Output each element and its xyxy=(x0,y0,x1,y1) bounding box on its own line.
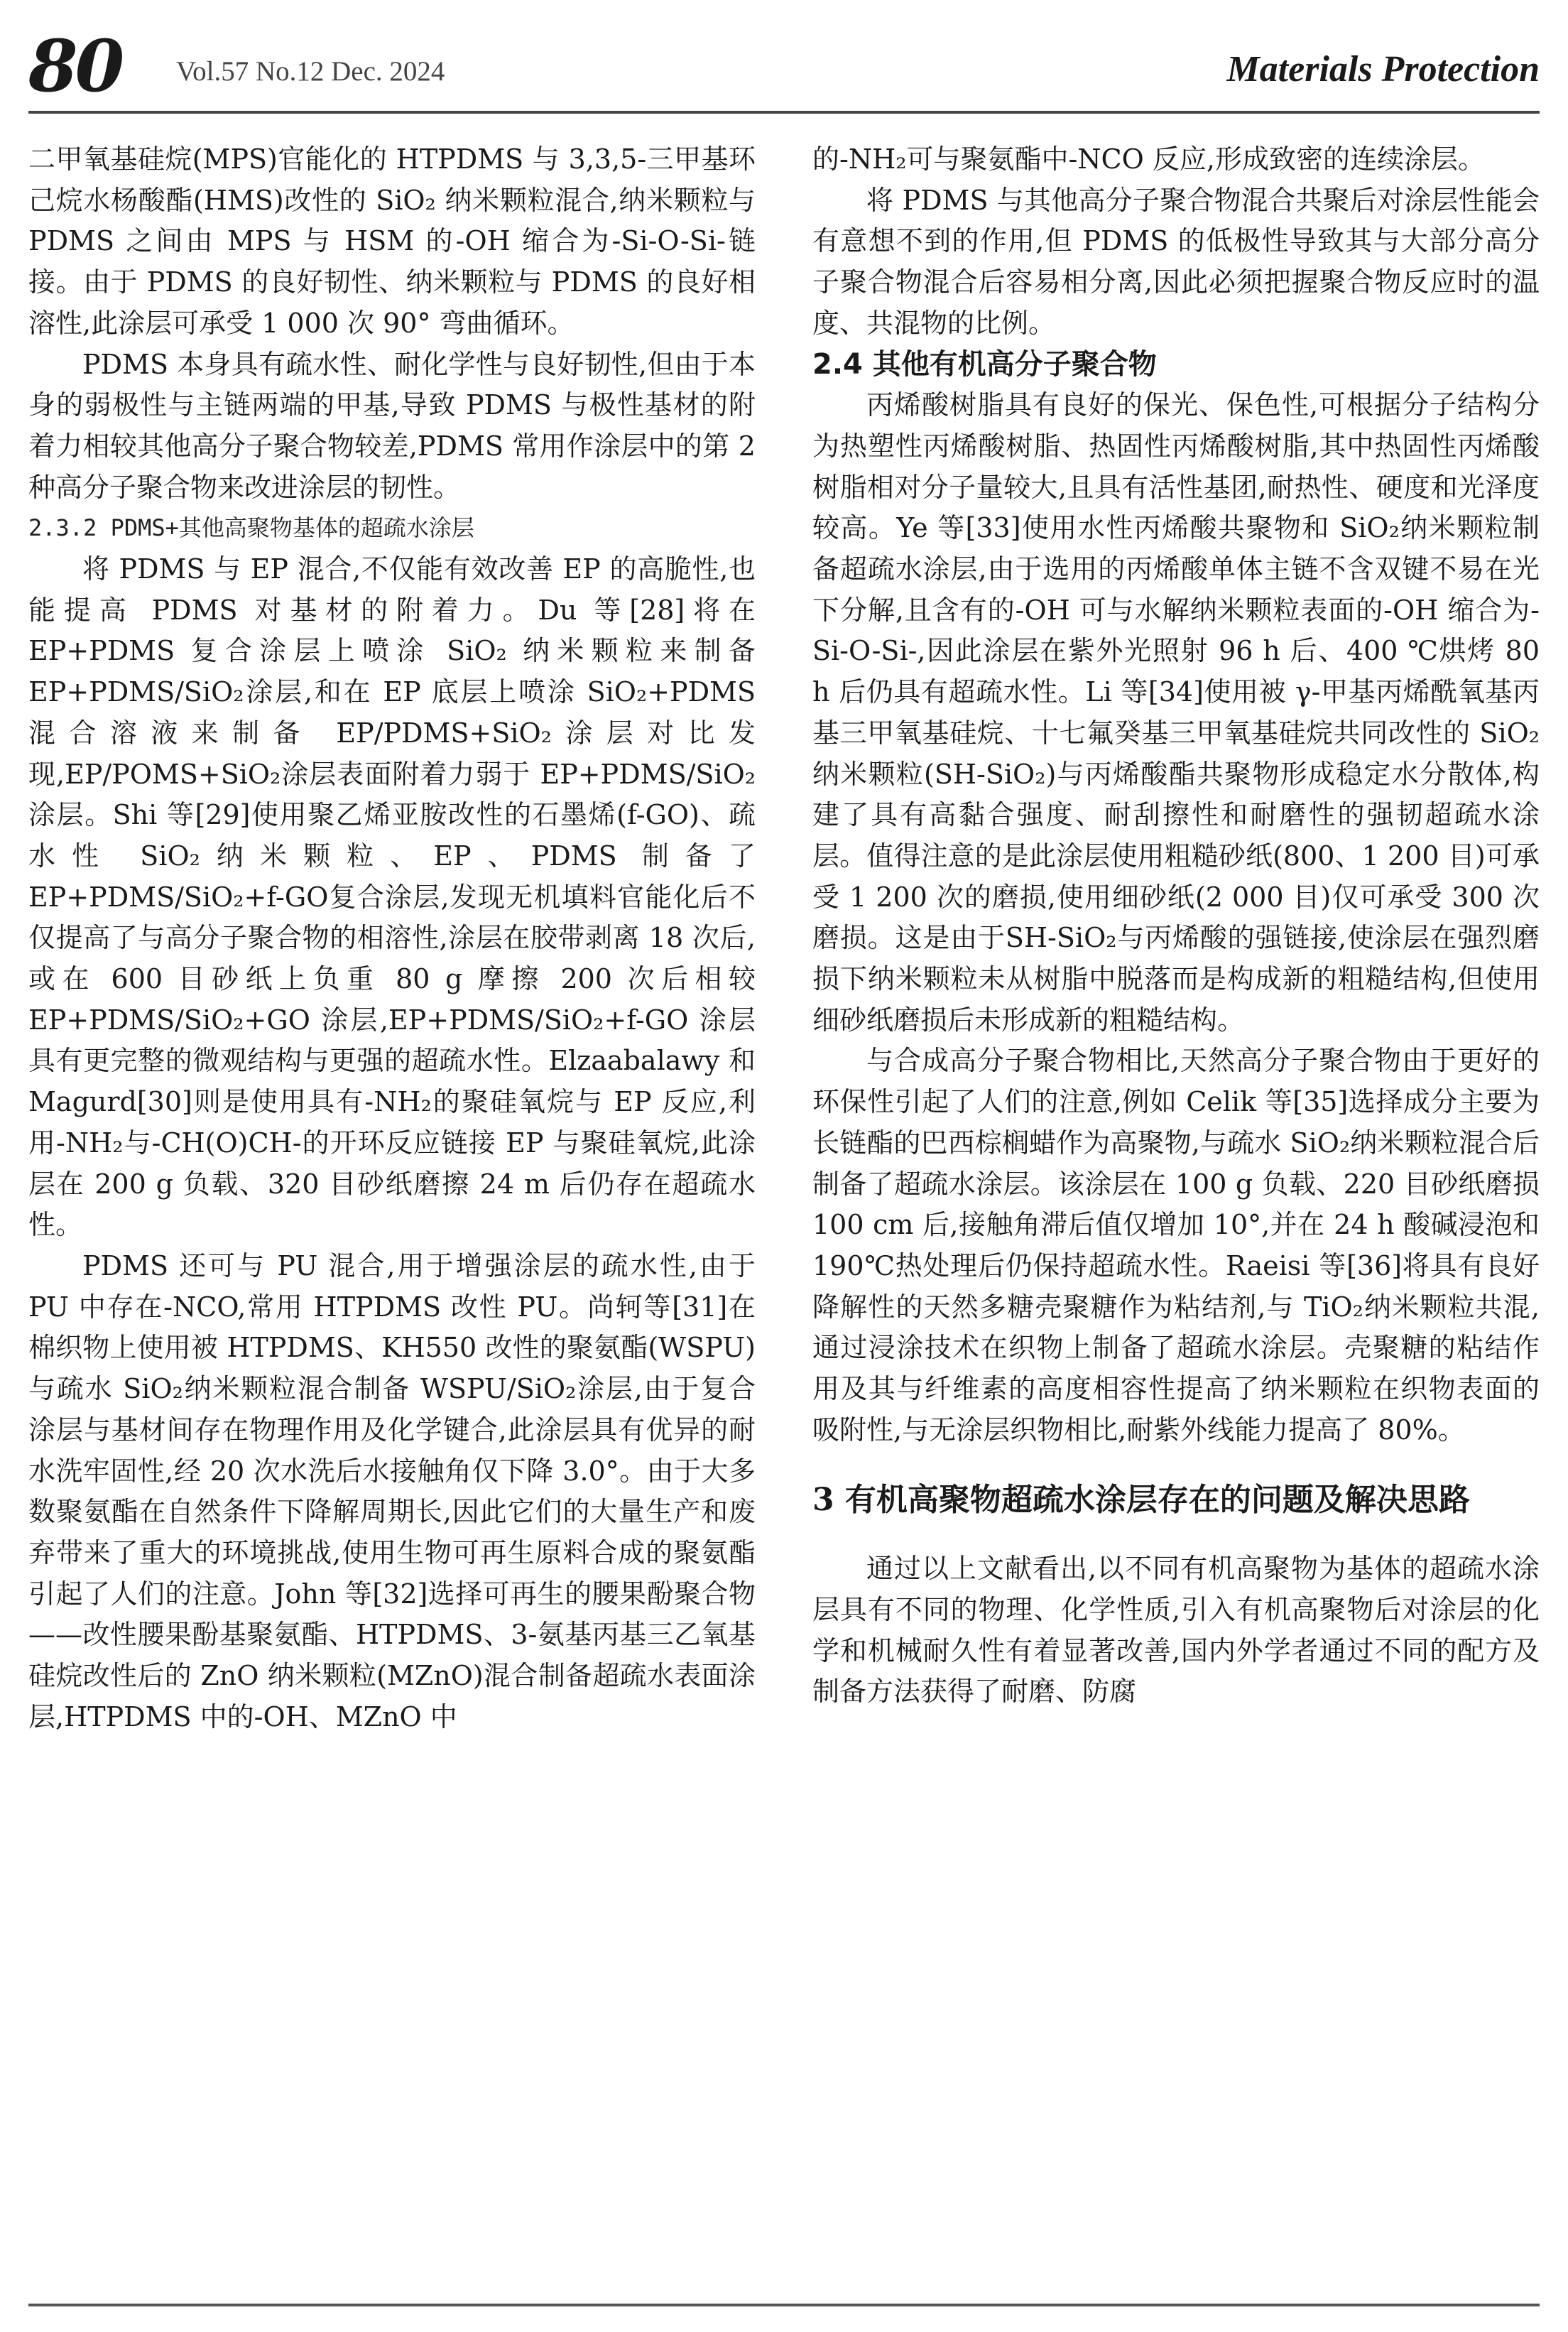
paragraph: 与合成高分子聚合物相比,天然高分子聚合物由于更好的环保性引起了人们的注意,例如 Celik 等[35]选择成分主要为长链酯的巴西棕榈蜡作为高聚物,与疏水 SiO₂纳米颗粒混合后制备了超疏水涂层。该涂层在 100 g 负载、220 目砂纸磨损 100 cm 后,接触角滞后值仅增加 10°,并在 24 h 酸碱浸泡和 190℃热处理后仍保持超疏水性。Raeisi 等[36]将具有良好降解性的天然多糖壳聚糖作为粘结剂,与 TiO₂纳米颗粒共混,通过浸涂技术在织物上制备了超疏水涂层。壳聚糖的粘结作用及其与纤维素的高度相容性提高了纳米颗粒在织物表面的吸附性,与无涂层织物相比,耐紫外线能力提高了 80%。 xyxy=(812,1045,1540,1446)
section-heading: 2.4 其他有机高分子聚合物 xyxy=(812,347,1157,381)
page-number: 80 xyxy=(28,24,122,108)
paragraph: PDMS 本身具有疏水性、耐化学性与良好韧性,但由于本身的弱极性与主链两端的甲基,导致 PDMS 与极性基材的附着力相较其他高分子聚合物较差,PDMS 常用作涂层中的第 2 种高分子聚合物来改进涂层的韧性。 xyxy=(28,348,756,503)
right-column xyxy=(812,139,1540,2292)
section-heading: 3 有机高聚物超疏水涂层存在的问题及解决思路 xyxy=(812,1481,1470,1518)
paragraph: 将 PDMS 与其他高分子聚合物混合共聚后对涂层性能会有意想不到的作用,但 PDMS 的低极性导致其与大部分高分子聚合物混合后容易相分离,因此必须把握聚合物反应时的温度、共混物的比例。 xyxy=(812,184,1540,339)
issue-info: Vol.57 No.12 Dec. 2024 xyxy=(176,56,445,87)
paragraph: 将 PDMS 与 EP 混合,不仅能有效改善 EP 的高脆性,也能提高 PDMS 对基材的附着力。Du 等[28]将在 EP+PDMS 复合涂层上喷涂 SiO₂ 纳米颗粒来制备 EP+PDMS/SiO₂涂层,和在 EP 底层上喷涂 SiO₂+PDMS 混合溶液来制备 EP/PDMS+SiO₂涂层对比发现,EP/POMS+SiO₂涂层表面附着力弱于 EP+PDMS/SiO₂涂层。Shi 等[29]使用聚乙烯亚胺改性的石墨烯(f-GO)、疏水性 SiO₂纳米颗粒、EP、PDMS 制备了 EP+PDMS/SiO₂+f-GO复合涂层,发现无机填料官能化后不仅提高了与高分子聚合物的相溶性,涂层在胶带剥离 18 次后,或在 600 目砂纸上负重 80 g 摩擦 200 次后相较 EP+PDMS/SiO₂+GO 涂层,EP+PDMS/SiO₂+f-GO 涂层具有更完整的微观结构与更强的超疏水性。Elzaabalawy 和 Magurd[30]则是使用具有-NH₂的聚硅氧烷与 EP 反应,利用-NH₂与-CH(O)CH-的开环反应链接 EP 与聚硅氧烷,此涂层在 200 g 负载、320 目砂纸磨擦 24 m 后仍存在超疏水性。 xyxy=(28,553,756,1241)
left-column xyxy=(28,139,756,2292)
subsection-heading: 2.3.2 PDMS+其他高聚物基体的超疏水涂层 xyxy=(28,514,474,542)
footer-rule xyxy=(28,2304,1540,2306)
paragraph: 丙烯酸树脂具有良好的保光、保色性,可根据分子结构分为热塑性丙烯酸树脂、热固性丙烯酸树脂,其中热固性丙烯酸树脂相对分子量较大,且具有活性基团,耐热性、硬度和光泽度较高。Ye 等[33]使用水性丙烯酸共聚物和 SiO₂纳米颗粒制备超疏水涂层,由于选用的丙烯酸单体主链不含双键不易在光下分解,且含有的-OH 可与水解纳米颗粒表面的-OH 缩合为-Si-O-Si-,因此涂层在紫外光照射 96 h 后、400 ℃烘烤 80 h 后仍具有超疏水性。Li 等[34]使用被 γ-甲基丙烯酰氧基丙基三甲氧基硅烷、十七氟癸基三甲氧基硅烷共同改性的 SiO₂纳米颗粒(SH-SiO₂)与丙烯酸酯共聚物形成稳定水分散体,构建了具有高黏合强度、耐刮擦性和耐磨性的强韧超疏水涂层。值得注意的是此涂层使用粗糙砂纸(800、1 200 目)可承受 1 200 次的磨损,使用细砂纸(2 000 目)仅可承受 300 次磨损。这是由于SH-SiO₂与丙烯酸的强链接,使涂层在强烈磨损下纳米颗粒未从树脂中脱落而是构成新的粗糙结构,但使用细砂纸磨损后未形成新的粗糙结构。 xyxy=(812,389,1540,1036)
paragraph: PDMS 还可与 PU 混合,用于增强涂层的疏水性,由于 PU 中存在-NCO,常用 HTPDMS 改性 PU。尚轲等[31]在棉织物上使用被 HTPDMS、KH550 改性的聚氨酯(WSPU)与疏水 SiO₂纳米颗粒混合制备 WSPU/SiO₂涂层,由于复合涂层与基材间存在物理作用及化学键合,此涂层具有优异的耐水洗牢固性,经 20 次水洗后水接触角仅下降 3.0°。由于大多数聚氨酯在自然条件下降解周期长,因此它们的大量生产和废弃带来了重大的环境挑战,使用生物可再生原料合成的聚氨酯引起了人们的注意。John 等[32]选择可再生的腰果酚聚合物——改性腰果酚基聚氨酯、HTPDMS、3-氨基丙基三乙氧基硅烷改性后的 ZnO 纳米颗粒(MZnO)混合制备超疏水表面涂层,HTPDMS 中的-OH、MZnO 中 xyxy=(28,1249,756,1732)
header-rule xyxy=(28,111,1540,114)
paragraph: 通过以上文献看出,以不同有机高聚物为基体的超疏水涂层具有不同的物理、化学性质,引入有机高聚物后对涂层的化学和机械耐久性有着显著改善,国内外学者通过不同的配方及制备方法获得了耐磨、防腐 xyxy=(812,1553,1540,1708)
paragraph: 二甲氧基硅烷(MPS)官能化的 HTPDMS 与 3,3,5-三甲基环己烷水杨酸酯(HMS)改性的 SiO₂ 纳米颗粒混合,纳米颗粒与 PDMS 之间由 MPS 与 HSM 的-OH 缩合为-Si-O-Si-链接。由于 PDMS 的良好韧性、纳米颗粒与 PDMS 的良好相溶性,此涂层可承受 1 000 次 90° 弯曲循环。 xyxy=(28,143,756,339)
paragraph: 的-NH₂可与聚氨酯中-NCO 反应,形成致密的连续涂层。 xyxy=(812,143,1485,175)
journal-title: Materials Protection xyxy=(1226,49,1540,90)
